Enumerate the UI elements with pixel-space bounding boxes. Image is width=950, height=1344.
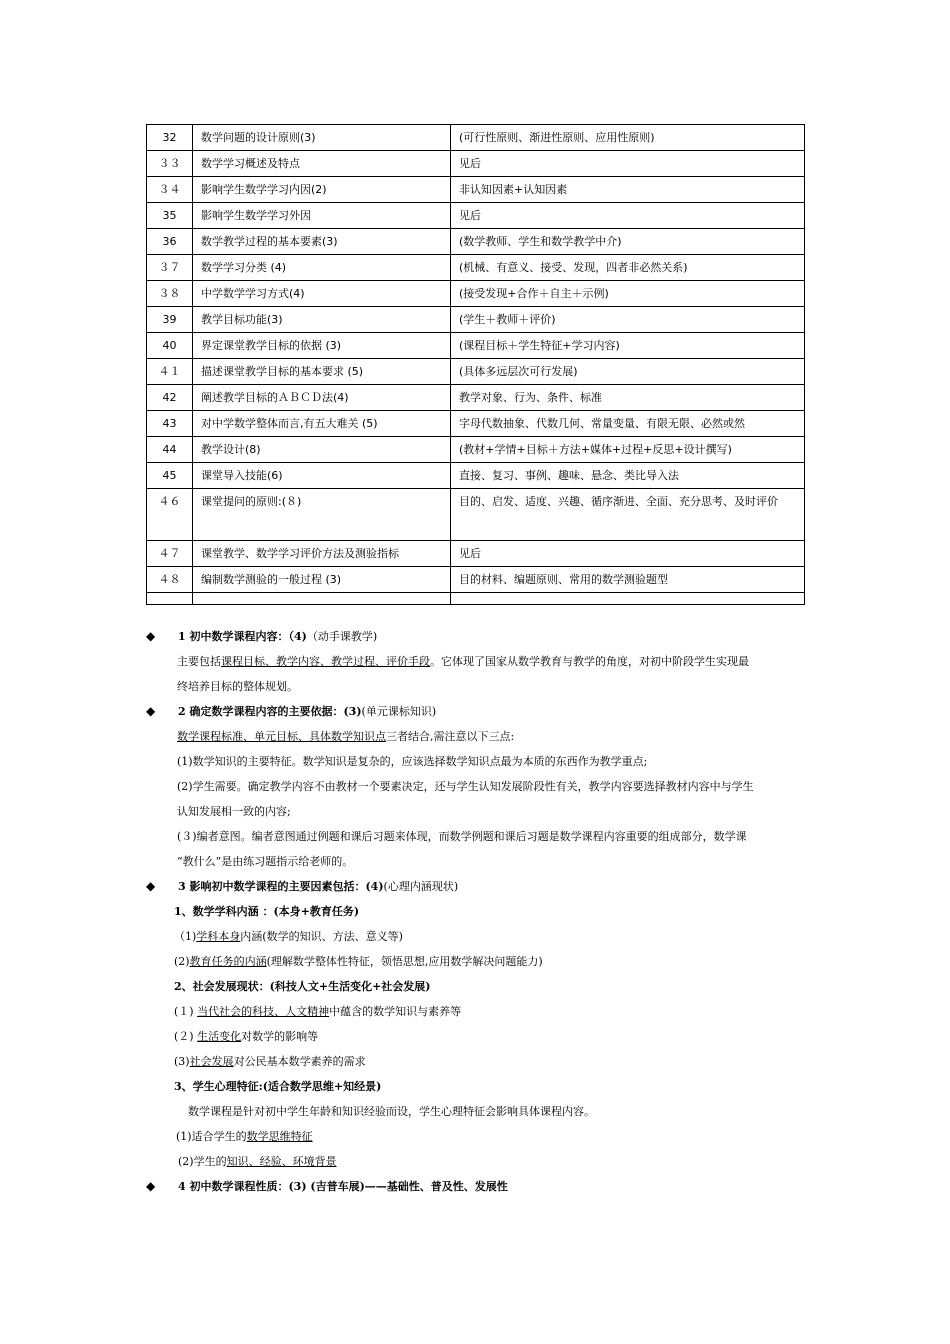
table-cell-detail: 目的材料、编题原则、常用的数学测验题型 xyxy=(451,567,805,593)
diamond-bullet-icon: ◆ xyxy=(146,704,156,718)
table-cell-empty xyxy=(451,593,805,605)
table-row xyxy=(147,281,805,307)
section-2-heading-text: 2 确定数学课程内容的主要依据：(3) xyxy=(178,705,362,718)
table-cell-num: 42 xyxy=(147,385,193,411)
section-3-heading xyxy=(146,874,810,899)
notes-section xyxy=(146,624,810,1199)
factor-2-item-2 xyxy=(146,1024,810,1049)
table-cell-topic: 编制数学测验的一般过程 (3) xyxy=(193,567,451,593)
factor-1-title: 1、数学学科内涵 ：(本身+教育任务) xyxy=(174,905,360,918)
section-3-heading-text: 3 影响初中数学课程的主要因素包括：(4) xyxy=(178,880,384,893)
topics-table-body xyxy=(147,125,805,605)
table-row xyxy=(147,151,805,177)
underlined-text: 学科本身 xyxy=(196,930,241,943)
section-4-heading-text: 4 初中数学课程性质：(3) (吉普车展)——基础性、普及性、发展性 xyxy=(178,1180,508,1193)
table-cell-num: 32 xyxy=(147,125,193,151)
text: (1)适合学生的 xyxy=(176,1130,247,1143)
factor-1-item-2 xyxy=(146,949,810,974)
section-2-item-3: (３)编者意图。编者意图通过例题和课后习题来体现，而数学例题和课后习题是数学课程内容重要的组成部分，数学课 xyxy=(177,830,747,843)
table-cell-num: ４７ xyxy=(147,541,193,567)
underlined-text: 教育任务的内涵 xyxy=(189,955,267,968)
text: 三者结合,需注意以下三点: xyxy=(386,730,515,743)
table-cell-topic: 阐述教学目标的ＡＢＣＤ法(4) xyxy=(193,385,451,411)
table-cell-num: ４８ xyxy=(147,567,193,593)
section-1-heading xyxy=(146,624,810,649)
text: 。它体现了国家从数学教育与教学的角度，对初中阶段学生实现最 xyxy=(430,655,749,668)
table-cell-topic: 数学学习概述及特点 xyxy=(193,151,451,177)
table-cell-topic: 课堂教学、数学学习评价方法及测验指标 xyxy=(193,541,451,567)
underlined-text: 数学思维特征 xyxy=(246,1130,313,1143)
factor-3-title: 3、学生心理特征:(适合数学思维+知经景) xyxy=(174,1080,382,1093)
table-row xyxy=(147,567,805,593)
text: (理解数学整体性特征，领悟思想,应用数学解决问题能力) xyxy=(266,955,543,968)
table-cell-detail: 字母代数抽象、代数几何、常量变量、有限无限、必然或然 xyxy=(451,411,805,437)
section-2-item-2-cont: 认知发展相一致的内容; xyxy=(177,805,291,818)
table-row xyxy=(147,203,805,229)
table-cell-detail: 非认知因素+认知因素 xyxy=(451,177,805,203)
table-cell-detail: 目的、启发、适度、兴趣、循序渐进、全面、充分思考、及时评价 xyxy=(451,489,805,541)
text: 对公民基本数学素养的需求 xyxy=(233,1055,366,1068)
table-cell-num: ３８ xyxy=(147,281,193,307)
section-1-heading-text: 1 初中数学课程内容：（4) xyxy=(178,630,307,643)
diamond-bullet-icon: ◆ xyxy=(146,879,156,893)
text: 内涵(数学的知识、方法、意义等) xyxy=(240,930,403,943)
section-4-heading xyxy=(146,1174,810,1199)
table-cell-detail: (机械、有意义、接受、发现，四者非必然关系) xyxy=(451,255,805,281)
factor-2-item-3 xyxy=(146,1049,810,1074)
factor-2-item-1 xyxy=(146,999,810,1024)
table-cell-topic: 对中学数学整体而言,有五大难关 (5) xyxy=(193,411,451,437)
table-cell-detail: (数学教师、学生和数学教学中介) xyxy=(451,229,805,255)
table-cell-detail: (可行性原则、渐进性原则、应用性原则) xyxy=(451,125,805,151)
table-cell-topic: 教学设计(8) xyxy=(193,437,451,463)
underlined-text: 知识、经验、环境背景 xyxy=(226,1155,337,1168)
factor-1-item-1 xyxy=(146,924,810,949)
table-cell-detail: 见后 xyxy=(451,203,805,229)
factor-3-para: 数学课程是针对初中学生年龄和知识经验而设，学生心理特征会影响具体课程内容。 xyxy=(188,1105,595,1118)
text: 对数学的影响等 xyxy=(241,1030,319,1043)
text: （1) xyxy=(174,930,197,943)
table-cell-topic: 界定课堂教学目标的依据 (3) xyxy=(193,333,451,359)
factor-2-title: 2、社会发展现状：(科技人文+生活变化+社会发展) xyxy=(174,980,431,993)
table-cell-topic: 教学目标功能(3) xyxy=(193,307,451,333)
table-cell-topic: 描述课堂教学目标的基本要求 (5) xyxy=(193,359,451,385)
text: (2) xyxy=(174,955,190,968)
table-cell-detail: 直接、复习、事例、趣味、悬念、类比导入法 xyxy=(451,463,805,489)
table-cell-detail: 教学对象、行为、条件、标准 xyxy=(451,385,805,411)
table-cell-empty xyxy=(147,593,193,605)
section-2-intro xyxy=(146,724,810,749)
underlined-text: 社会发展 xyxy=(189,1055,234,1068)
table-cell-num: 39 xyxy=(147,307,193,333)
table-row xyxy=(147,385,805,411)
table-cell-num: ３７ xyxy=(147,255,193,281)
table-cell-detail: (教材+学情+目标＋方法+媒体+过程+反思+设计撰写) xyxy=(451,437,805,463)
underlined-text: 数学课程标准、单元目标、具体数学知识点 xyxy=(177,730,386,743)
section-2-heading xyxy=(146,699,810,724)
table-row xyxy=(147,125,805,151)
diamond-bullet-icon: ◆ xyxy=(146,629,156,643)
text: 中蕴含的数学知识与素养等 xyxy=(329,1005,462,1018)
table-cell-detail: (接受发现+合作＋自主＋示例) xyxy=(451,281,805,307)
table-cell-num: 44 xyxy=(147,437,193,463)
table-row xyxy=(147,437,805,463)
text: (１) xyxy=(174,1005,198,1018)
table-cell-detail: (课程目标＋学生特征+学习内容) xyxy=(451,333,805,359)
table-cell-num: 43 xyxy=(147,411,193,437)
table-cell-topic: 课堂提问的原则:(８) xyxy=(193,489,451,541)
table-cell-num: 35 xyxy=(147,203,193,229)
section-2-item-3-cont: “教什么”是由练习题指示给老师的。 xyxy=(177,855,354,868)
table-row xyxy=(147,411,805,437)
table-cell-topic: 中学数学学习方式(4) xyxy=(193,281,451,307)
text: 主要包括 xyxy=(177,655,221,668)
underlined-text: 当代社会的科技、人文精神 xyxy=(197,1005,330,1018)
table-cell-detail: 见后 xyxy=(451,541,805,567)
table-cell-topic: 影响学生数学学习外因 xyxy=(193,203,451,229)
table-cell-topic: 影响学生数学学习内因(2) xyxy=(193,177,451,203)
table-cell-num: ３４ xyxy=(147,177,193,203)
table-cell-detail: 见后 xyxy=(451,151,805,177)
section-2-item-2: (2)学生需要。确定教学内容不由教材一个要素决定，还与学生认知发展阶段性有关，教学内容要选择教材内容中与学生 xyxy=(177,780,754,793)
underlined-text: 生活变化 xyxy=(197,1030,242,1043)
table-cell-topic: 数学学习分类 (4) xyxy=(193,255,451,281)
table-cell-topic: 课堂导入技能(6) xyxy=(193,463,451,489)
section-1-para xyxy=(146,649,810,674)
table-row xyxy=(147,333,805,359)
section-1-para-cont: 终培养目标的整体规划。 xyxy=(177,680,298,693)
text: (２) xyxy=(174,1030,198,1043)
underlined-text: 课程目标、教学内容、教学过程、评价手段 xyxy=(221,655,430,668)
table-cell-num: ４６ xyxy=(147,489,193,541)
table-cell-empty xyxy=(193,593,451,605)
table-cell-topic: 数学问题的设计原则(3) xyxy=(193,125,451,151)
factor-3-item-1 xyxy=(146,1124,810,1149)
text: (3) xyxy=(174,1055,190,1068)
section-1-heading-tag: （动手课教学) xyxy=(306,630,378,643)
table-row xyxy=(147,541,805,567)
table-cell-num: 36 xyxy=(147,229,193,255)
table-cell-topic: 数学教学过程的基本要素(3) xyxy=(193,229,451,255)
topics-table xyxy=(146,124,805,605)
table-row-empty xyxy=(147,593,805,605)
section-2-item-1: (1)数学知识的主要特征。数学知识是复杂的，应该选择数学知识点最为本质的东西作为教学重点; xyxy=(177,755,648,768)
diamond-bullet-icon: ◆ xyxy=(146,1179,156,1193)
table-cell-num: ３３ xyxy=(147,151,193,177)
table-row xyxy=(147,463,805,489)
table-row xyxy=(147,489,805,541)
table-row xyxy=(147,359,805,385)
table-cell-num: 40 xyxy=(147,333,193,359)
factor-3-item-2 xyxy=(146,1149,810,1174)
table-row xyxy=(147,307,805,333)
table-cell-detail: (学生＋教师＋评价) xyxy=(451,307,805,333)
section-2-heading-tag: (单元课标知识) xyxy=(361,705,437,718)
section-3-heading-tag: (心理内涵现状) xyxy=(383,880,459,893)
table-cell-num: 45 xyxy=(147,463,193,489)
table-row xyxy=(147,255,805,281)
table-cell-detail: (具体多远层次可行发展) xyxy=(451,359,805,385)
table-row xyxy=(147,229,805,255)
table-row xyxy=(147,177,805,203)
table-cell-num: ４１ xyxy=(147,359,193,385)
text: (2)学生的 xyxy=(178,1155,227,1168)
